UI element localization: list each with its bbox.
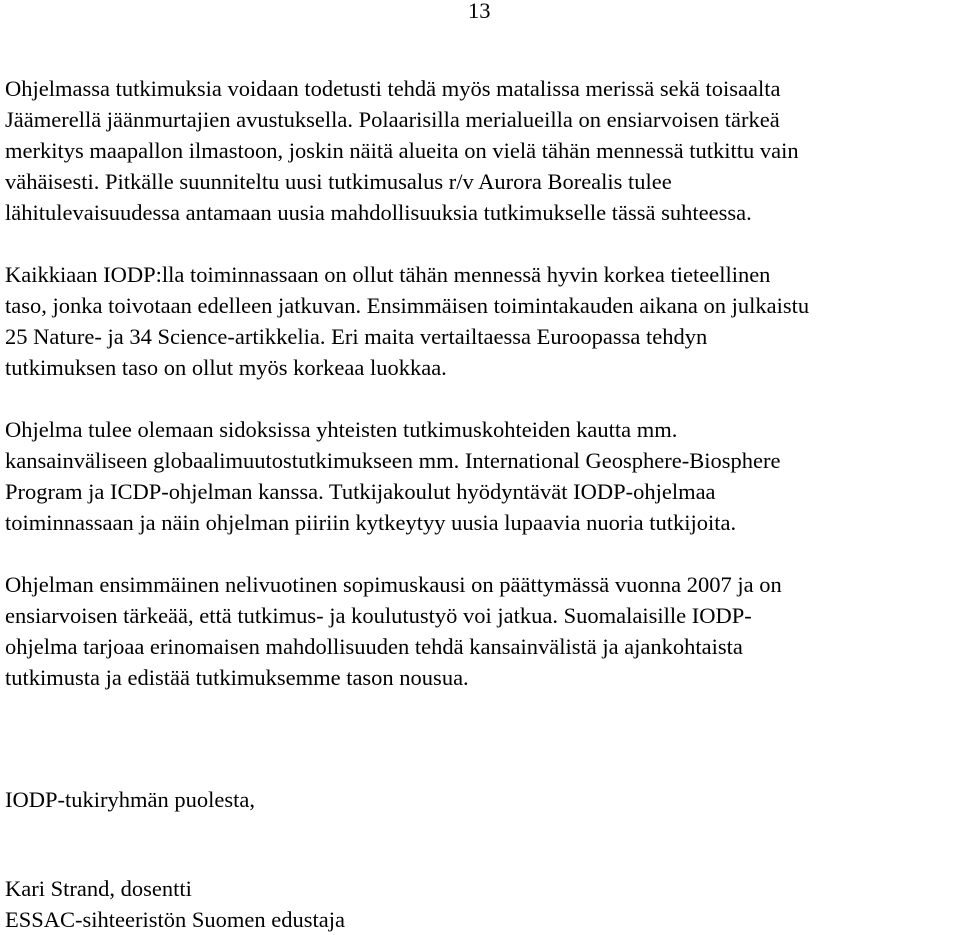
text-line: ohjelma tarjoaa erinomaisen mahdollisuuden tehdä kansainvälistä ja ajankohtaista — [5, 634, 743, 659]
text-line: taso, jonka toivotaan edelleen jatkuvan. Ensimmäisen toimintakauden aikana on julkaistu — [5, 293, 810, 318]
page-number: 13 — [468, 0, 491, 23]
paragraph-scientific-level — [5, 259, 955, 383]
text-line: Ohjelman ensimmäinen nelivuotinen sopimuskausi on päättymässä vuonna 2007 ja on — [5, 572, 782, 597]
text-line: Ohjelma tulee olemaan sidoksissa yhteisten tutkimuskohteiden kautta mm. — [5, 417, 678, 442]
text-line: lähitulevaisuudessa antamaan uusia mahdollisuuksia tutkimukselle tässä suhteessa. — [5, 200, 752, 225]
paragraph-polar-research — [5, 73, 955, 228]
signature-name-text: Kari Strand, dosentti — [5, 876, 192, 901]
text-line: Ohjelmassa tutkimuksia voidaan todetusti tehdä myös matalissa merissä sekä toisaalta — [5, 76, 781, 101]
paragraph-cooperation — [5, 414, 955, 538]
signature-title — [5, 904, 955, 935]
signature-name — [5, 873, 955, 904]
text-line: vähäisesti. Pitkälle suunniteltu uusi tutkimusalus r/v Aurora Borealis tulee — [5, 169, 672, 194]
text-line: Jäämerellä jäänmurtajien avustuksella. Polaarisilla merialueilla on ensiarvoisen tärkeä — [5, 107, 780, 132]
text-line: tutkimuksen taso on ollut myös korkeaa luokkaa. — [5, 355, 447, 380]
signature-title-text: ESSAC-sihteeristön Suomen edustaja — [5, 907, 345, 932]
text-line: Program ja ICDP-ohjelman kanssa. Tutkijakoulut hyödyntävät IODP-ohjelmaa — [5, 479, 716, 504]
closing-line — [5, 784, 955, 815]
closing-text: IODP-tukiryhmän puolesta, — [5, 787, 255, 812]
text-line: kansainväliseen globaalimuutostutkimukseen mm. International Geosphere-Biosphere — [5, 448, 781, 473]
text-line: 25 Nature- ja 34 Science-artikkelia. Eri maita vertailtaessa Euroopassa tehdyn — [5, 324, 708, 349]
text-line: toiminnassaan ja näin ohjelman piiriin kytkeytyy uusia lupaavia nuoria tutkijoita. — [5, 510, 737, 535]
text-line: tutkimusta ja edistää tutkimuksemme tason nousua. — [5, 665, 469, 690]
text-line: merkitys maapallon ilmastoon, joskin näitä alueita on vielä tähän mennessä tutkittu vain — [5, 138, 799, 163]
text-line: ensiarvoisen tärkeää, että tutkimus- ja koulutustyö voi jatkua. Suomalaisille IODP- — [5, 603, 752, 628]
paragraph-contract-period — [5, 569, 955, 693]
text-line: Kaikkiaan IODP:lla toiminnassaan on ollut tähän mennessä hyvin korkea tieteellinen — [5, 262, 771, 287]
